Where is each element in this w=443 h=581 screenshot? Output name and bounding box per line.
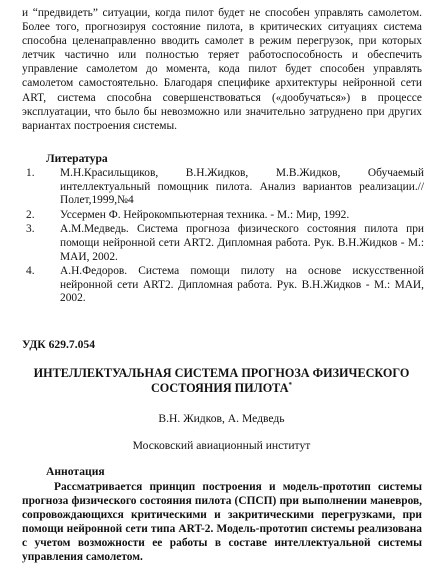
- reference-text: А.М.Медведь. Система прогноза физического состояния пилота при помощи нейронной сети ART2. Дипломная работа. Рук. В.Н.Жидков - М.: МАИ, 2002.: [60, 223, 424, 263]
- article-title: [18, 366, 425, 396]
- reference-text: М.Н.Красильщиков, В.Н.Жидков, М.В.Жидков, Обучаемый интеллектуальный помощник пилота. Анализ вариантов реализации.//Полет,1999,№4: [60, 167, 424, 207]
- reference-number: 1.: [26, 167, 35, 179]
- annotation-text: Рассматривается принцип построения и модель-прототип системы прогноза физического состояния пилота (СПСП) при выполнении маневров, сопровождающихся критическими и закритическими перегрузками, при помощи нейронной сети типа ART-2. Модель-прототип системы реализована с учетом возможности ее работы в составе интеллектуальной системы управления самолетом.: [22, 481, 422, 564]
- reference-item: [26, 223, 424, 264]
- reference-text: Уссермен Ф. Нейрокомпьютерная техника. - М.: Мир, 1992.: [60, 208, 350, 221]
- reference-number: 3.: [26, 223, 35, 236]
- reference-number: 2.: [26, 208, 35, 221]
- reference-item: [26, 209, 424, 223]
- reference-item: [26, 167, 424, 208]
- body-paragraph: и “предвидеть” ситуации, когда пилот будет не способен управлять самолетом. Более того, прогнозируя состояние пилота, в критических ситуациях система способна целенаправленно вводить самолет в режим перегрузок, при которых летчик частично или полностью теряет работоспособность и обеспечить управление самолетом до момента, кода пилот будет способен управлять самолетом самостоятельно. Благодаря специфике архитектуры нейронной сети ART, система способна совершенствоваться («дообучаться») в процессе эксплуатации, что было бы невозможно или значительно затруднено при других вариантах построения системы.: [22, 7, 422, 132]
- institute: Московский авиационный институт: [132, 439, 311, 452]
- udk-code: УДК 629.7.054: [22, 338, 95, 351]
- reference-list: [26, 167, 424, 307]
- reference-item: [26, 265, 424, 306]
- article-title-text: ИНТЕЛЛЕКТУАЛЬНАЯ СИСТЕМА ПРОГНОЗА ФИЗИЧЕСКОГО СОСТОЯНИЯ ПИЛОТА: [33, 366, 410, 395]
- title-footnote-mark: *: [288, 380, 293, 389]
- reference-number: 4.: [26, 265, 35, 278]
- literature-heading: Литература: [46, 152, 108, 165]
- annotation-heading: Аннотация: [46, 465, 105, 478]
- reference-text: А.Н.Федоров. Система помощи пилоту на основе искусственной нейронной сети ART2. Дипломная работа. Рук. В.Н.Жидков - М.: МАИ, 2002.: [60, 265, 424, 305]
- authors: В.Н. Жидков, А. Медведь: [158, 412, 285, 425]
